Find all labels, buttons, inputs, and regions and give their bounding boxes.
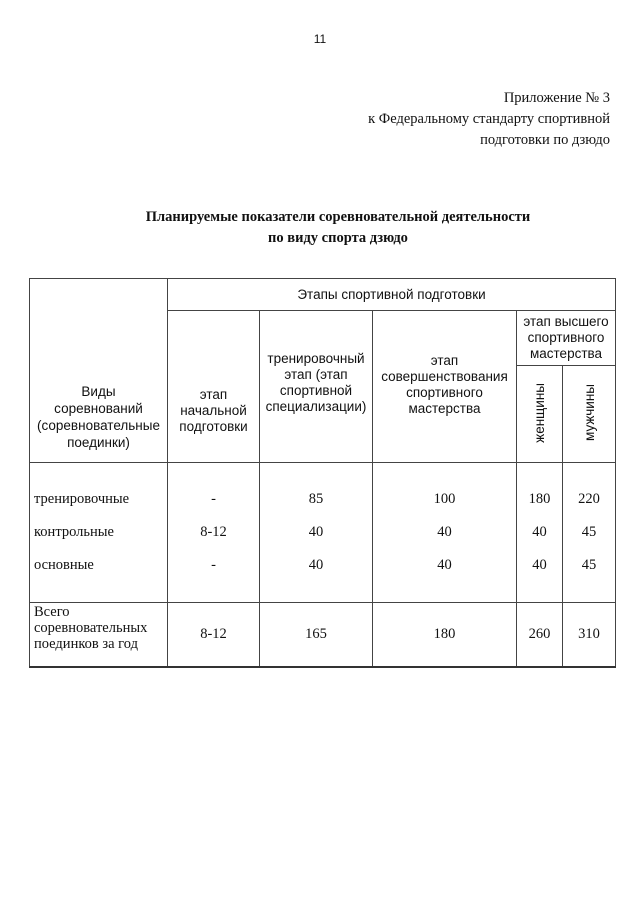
appendix-line: Приложение № 3: [503, 90, 610, 106]
total-improvement: 180: [373, 603, 517, 667]
row-label: тренировочные: [34, 491, 130, 507]
table-cell: 40: [308, 557, 324, 573]
header-line: поединки): [67, 435, 130, 450]
women-label: женщины: [532, 382, 547, 443]
document-title: [0, 207, 640, 249]
header-stage-highest: [517, 311, 616, 366]
table-cell: 100: [433, 491, 456, 507]
table-cell: -: [211, 557, 216, 573]
header-line: Виды: [81, 384, 116, 399]
initial-stage-values: [168, 463, 260, 603]
header-competition-types: [30, 279, 168, 463]
total-men: 310: [563, 603, 616, 667]
header-line: соревнований: [54, 401, 143, 416]
header-line: спортивного: [527, 330, 605, 345]
header-line: совершенствования: [381, 369, 508, 384]
header-stages-group: Этапы спортивной подготовки: [168, 279, 616, 311]
total-women: 260: [517, 603, 563, 667]
competition-indicators-table: [29, 278, 616, 668]
table-cell: 8-12: [200, 524, 227, 540]
header-stage-initial: [168, 311, 260, 463]
table-cell: 40: [532, 524, 547, 540]
header-line: (соревновательные: [37, 418, 160, 433]
table-cell: 40: [437, 524, 452, 540]
table-cell: 85: [308, 491, 324, 507]
appendix-line: подготовки по дзюдо: [480, 132, 610, 148]
title-line: Планируемые показатели соревновательной деятельности: [145, 209, 531, 225]
header-stage-training: [260, 311, 373, 463]
header-line: тренировочный: [267, 351, 365, 366]
title-line: по виду спорта дзюдо: [268, 230, 408, 246]
table-cell: -: [211, 491, 216, 507]
total-label-line: соревновательных: [34, 620, 148, 636]
total-label-line: Всего: [34, 604, 70, 620]
women-values: [517, 463, 563, 603]
table-cell: 45: [581, 557, 597, 573]
header-line: этап (этап: [284, 367, 348, 382]
page-number: 11: [313, 32, 327, 46]
header-line: этап: [199, 387, 228, 402]
header-line: спортивной: [279, 383, 353, 398]
appendix-header: [368, 88, 610, 151]
header-men: [563, 366, 616, 463]
training-stage-values: [260, 463, 373, 603]
total-label-line: поединков за год: [34, 636, 138, 652]
header-line: этап высшего: [523, 314, 609, 329]
header-women: [517, 366, 563, 463]
table-cell: 45: [581, 524, 597, 540]
total-training: 165: [260, 603, 373, 667]
header-line: начальной: [180, 403, 247, 418]
table-cell: 40: [308, 524, 324, 540]
header-line: спортивного: [406, 385, 483, 400]
improvement-stage-values: [373, 463, 517, 603]
table-cell: 220: [578, 491, 600, 507]
header-stage-improvement: [373, 311, 517, 463]
header-line: мастерства: [529, 346, 603, 361]
table-cell: 40: [437, 557, 452, 573]
header-line: этап: [430, 353, 459, 368]
appendix-line: к Федеральному стандарту спортивной: [368, 111, 610, 127]
men-values: [563, 463, 616, 603]
header-line: специализации): [265, 399, 367, 414]
men-label: мужчины: [581, 384, 597, 441]
total-row-label: [30, 603, 168, 667]
table-cell: 180: [528, 491, 551, 507]
table-cell: 40: [532, 557, 547, 573]
competition-type-list: [30, 463, 168, 603]
header-line: подготовки: [179, 419, 248, 434]
row-label: контрольные: [34, 524, 114, 540]
total-initial: 8-12: [168, 603, 260, 667]
row-label: основные: [34, 557, 94, 573]
header-line: мастерства: [408, 401, 481, 416]
